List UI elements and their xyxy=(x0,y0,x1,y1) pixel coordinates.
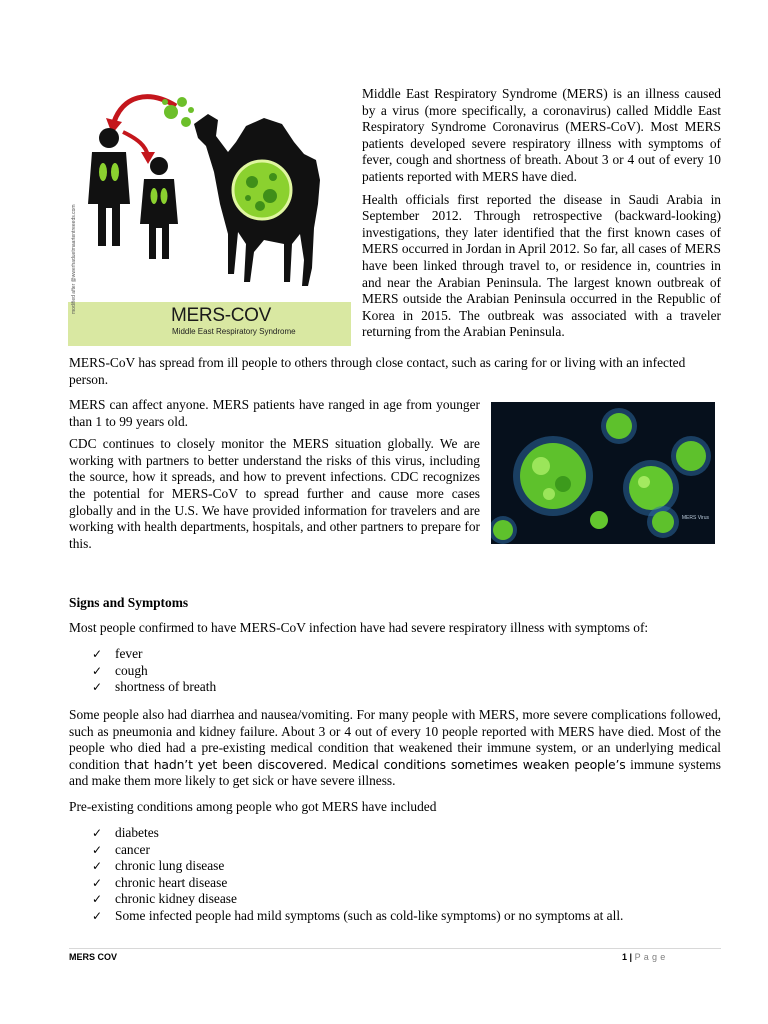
small-virus-icon xyxy=(162,97,194,127)
list-item xyxy=(92,875,623,892)
intro-paragraph-history: Health officials first reported the disease in Saudi Arabia in September 2012. Through retrospective (backward-looking) investigations, they later identified that the first known cases of MERS occurred in Jordan in April 2012. So far, all cases of MERS have been linked through travel to, or residence in, countries in and near the Arabian Peninsula. The largest known outbreak of MERS outside the Arabian Peninsula occurred in the Republic of Korea in 2015. The outbreak was associated with a traveler returning from the Arabian Peninsula. xyxy=(362,191,721,340)
large-virus-icon xyxy=(233,161,291,219)
virus-photo xyxy=(491,402,715,544)
page-label: Page xyxy=(634,952,669,962)
illustration-title: MERS-COV xyxy=(171,305,271,326)
virus-particle xyxy=(647,506,679,538)
list-item xyxy=(92,858,623,875)
virus-particle xyxy=(623,460,679,516)
cdc-paragraph: CDC continues to closely monitor the MERS situation globally. We are working with partners to better understand the risks of this virus, including the source, how it spreads, and how to prevent infections. CDC recognizes the potential for MERS-CoV to spread further and cause more cases globally and in the U.S. We have provided information for travelers and are working with health departments, hospitals, and other partners to prepare for this. xyxy=(69,436,480,551)
page-separator: | xyxy=(629,952,633,962)
list-item xyxy=(92,663,216,680)
complications-text: Some people also had diarrhea and nausea/vomiting. For many people with MERS, more severe complications followed, such as pneumonia and kidney failure. About 3 or 4 out of every 10 people reported with MERS have died. Most of the people who died had a pre-existing medical condition that weakened their immune system, or an underlying medical condition xyxy=(69,707,721,772)
footer-title: MERS COV xyxy=(69,952,118,962)
checkmark-icon: ✓ xyxy=(92,859,103,874)
list-item xyxy=(92,891,623,908)
signs-heading: Signs and Symptoms xyxy=(69,595,189,610)
symptoms-intro: Most people confirmed to have MERS-CoV infection have had severe respiratory illness with symptoms of: xyxy=(69,620,649,635)
symptom-text: shortness of breath xyxy=(115,679,217,695)
virus-particle-large xyxy=(513,436,593,516)
checkmark-icon: ✓ xyxy=(92,842,103,857)
virus-particle xyxy=(491,516,517,544)
condition-text: chronic kidney disease xyxy=(115,891,237,907)
intro-paragraph-definition: Middle East Respiratory Syndrome (MERS) is an illness caused by a virus (more specifically, a coronavirus) called Middle East Respiratory Syndrome Coronavirus (MERS-CoV). Most MERS patients developed severe respiratory illness with symptoms of fever, cough and shortness of breath. About 3 or 4 out of every 10 patients reported with MERS have died. xyxy=(362,86,721,184)
page-indicator xyxy=(622,952,668,963)
complications-text-sans: that hadn’t yet been discovered. Medical conditions sometimes weaken people’s xyxy=(124,756,626,772)
list-item xyxy=(92,842,623,859)
checkmark-icon: ✓ xyxy=(92,892,103,907)
intro-section xyxy=(362,86,721,341)
list-item xyxy=(92,679,216,696)
condition-text: cancer xyxy=(115,841,150,857)
photo-credit: MERS Virus xyxy=(681,515,709,521)
mers-illustration xyxy=(68,84,351,346)
condition-text: chronic lung disease xyxy=(115,858,225,874)
complications-paragraph xyxy=(69,707,721,790)
checkmark-icon: ✓ xyxy=(92,680,103,695)
footer-divider xyxy=(69,948,721,949)
spread-paragraph: MERS-CoV has spread from ill people to others through close contact, such as caring for or living with an infected person. xyxy=(69,355,686,387)
checkmark-icon: ✓ xyxy=(92,908,103,923)
symptom-text: cough xyxy=(115,662,148,678)
list-item xyxy=(92,825,623,842)
checkmark-icon: ✓ xyxy=(92,875,103,890)
conditions-intro: Pre-existing conditions among people who got MERS have included xyxy=(69,799,437,814)
list-item xyxy=(92,646,216,663)
left-column xyxy=(69,397,480,552)
condition-text: Some infected people had mild symptoms (such as cold-like symptoms) or no symptoms at all. xyxy=(115,907,624,923)
list-item xyxy=(92,908,623,925)
illustration-credit: modified after @wwerhaduetmaartentreeeds.com xyxy=(71,204,77,314)
page-number: 1 xyxy=(622,952,628,962)
checkmark-icon: ✓ xyxy=(92,663,103,678)
human-figure-adult xyxy=(88,128,130,246)
virus-particle xyxy=(601,408,637,444)
human-figure-child xyxy=(140,157,178,259)
symptom-text: fever xyxy=(115,646,143,661)
checkmark-icon: ✓ xyxy=(92,826,103,840)
virus-particle xyxy=(590,511,608,529)
condition-text: chronic heart disease xyxy=(115,874,228,890)
symptom-list xyxy=(92,646,216,696)
checkmark-icon: ✓ xyxy=(92,647,103,661)
age-paragraph: MERS can affect anyone. MERS patients have ranged in age from younger than 1 to 99 years old. xyxy=(69,397,480,429)
conditions-list xyxy=(92,825,623,925)
virus-particle xyxy=(671,436,711,476)
condition-text: diabetes xyxy=(115,825,159,840)
complications-text-end: immune systems and make them more likely to get sick or have severe illness. xyxy=(69,756,721,789)
illustration-subtitle: Middle East Respiratory Syndrome xyxy=(172,327,296,336)
